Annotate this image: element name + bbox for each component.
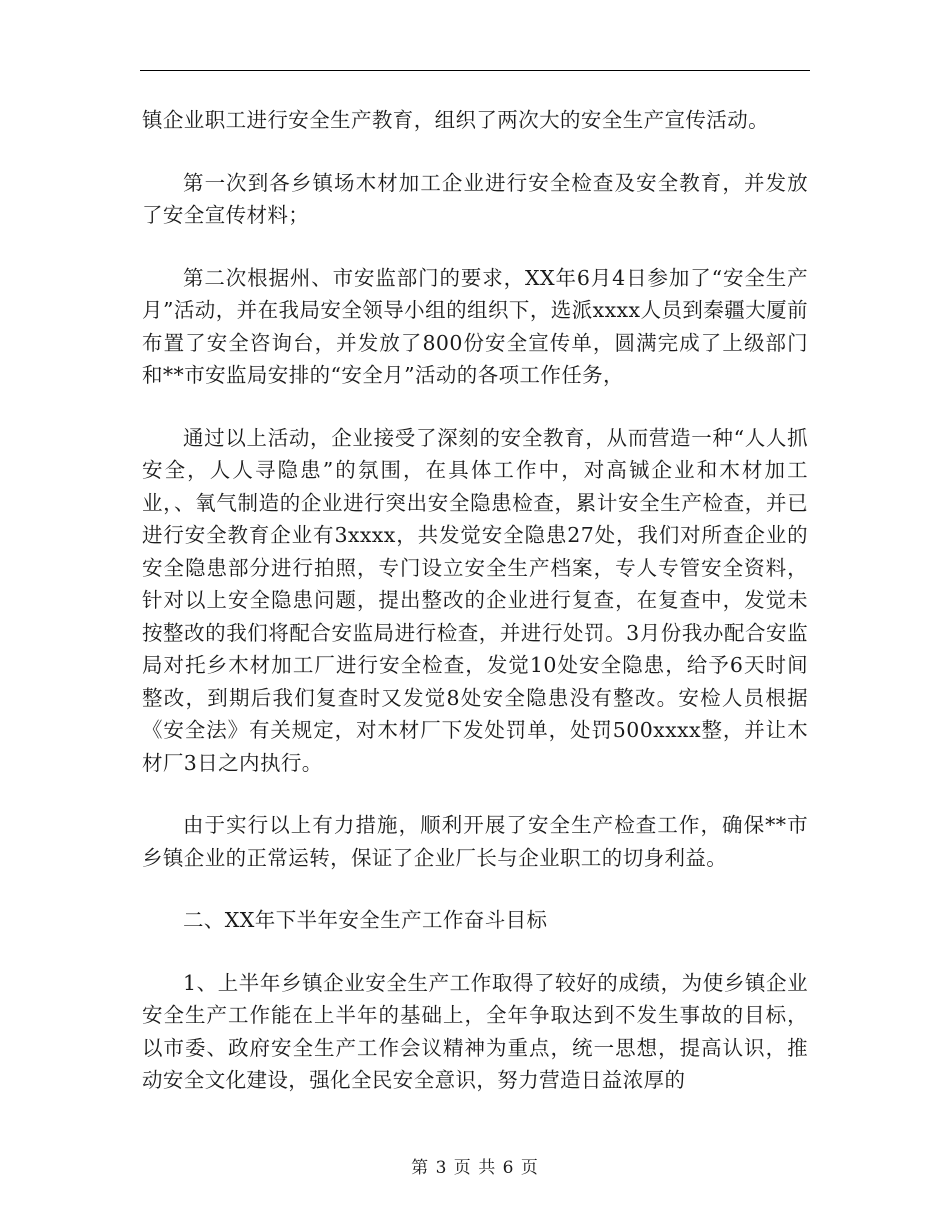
paragraph-inspection-results: 通过以上活动，企业接受了深刻的安全教育，从而营造一种“人人抓安全，人人寻隐患”的氛围，在具体工作中，对高铖企业和木材加工业，、氧气制造的企业进行突出安全隐患检查，累计安全生产检查，并已进行安全教育企业有3xxxx，共发觉安全隐患27处，我们对所查企业的安全隐患部分进行拍照，专门设立安全生产档案，专人专管安全资料，针对以上安全隐患问题，提出整改的企业进行复查，在复查中，发觉未按整改的我们将配合安监局进行检查，并进行处罚。3月份我办配合安监局对托乡木材加工厂进行安全检查，发觉10处安全隐患，给予6天时间整改，到期后我们复查时又发觉8处安全隐患没有整改。安检人员根据《安全法》有关规定，对木材厂下发处罚单，处罚500xxxx整，并让木材厂3日之内执行。 bbox=[142, 425, 808, 775]
paragraph-second-activity: 第二次根据州、市安监部门的要求，XX年6月4日参加了“安全生产月”活动，并在我局安全领导小组的组织下，选派xxxx人员到秦疆大厦前布置了安全咨询台，并发放了800份安全宣传单，圆满完成了上级部门和**市安监局安排的“安全月”活动的各项工作任务， bbox=[142, 265, 808, 387]
section-heading-goals: 二、XX年下半年安全生产工作奋斗目标 bbox=[183, 908, 548, 932]
paragraph-measures-summary: 由于实行以上有力措施，顺利开展了安全生产检查工作，确保**市乡镇企业的正常运转，保证了企业厂长与企业职工的切身利益。 bbox=[142, 813, 808, 870]
paragraph-first-activity: 第一次到各乡镇场木材加工企业进行安全检查及安全教育，并发放了安全宣传材料； bbox=[142, 170, 808, 227]
page-number-footer: 第 3 页 共 6 页 bbox=[411, 1158, 539, 1178]
header-rule bbox=[140, 70, 810, 71]
document-body bbox=[142, 104, 808, 1127]
paragraph-goal-one: 1、上半年乡镇企业安全生产工作取得了较好的成绩，为使乡镇企业安全生产工作能在上半年的基础上，全年争取达到不发生事故的目标，以市委、政府安全生产工作会议精神为重点，统一思想，提高认识，推动安全文化建设，强化全民安全意识，努力营造日益浓厚的 bbox=[142, 970, 808, 1092]
paragraph-continuation: 镇企业职工进行安全生产教育，组织了两次大的安全生产宣传活动。 bbox=[142, 108, 769, 132]
